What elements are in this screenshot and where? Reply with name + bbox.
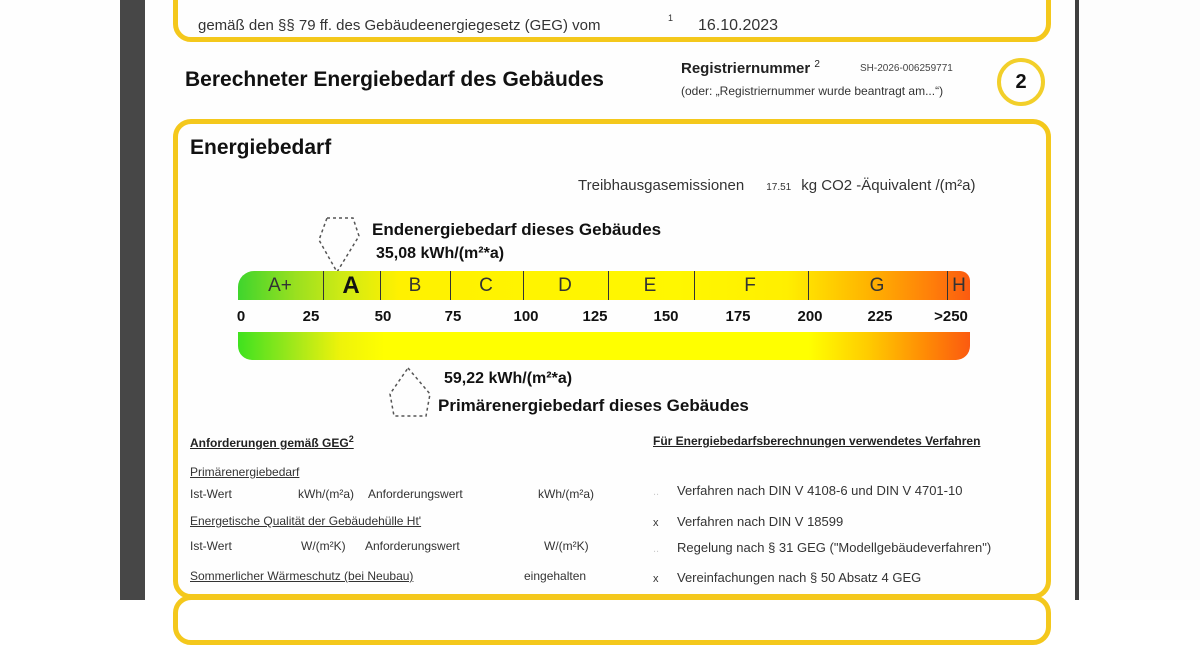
document-page (145, 0, 1075, 600)
registration-number: SH-2026-006259771 (860, 63, 953, 74)
class-a: A (342, 272, 360, 299)
procedure-item: .. Verfahren nach DIN V 4108-6 und DIN V 4701-10 (653, 483, 963, 498)
checkbox-checked: x (653, 517, 659, 529)
registration-label: Registriernummer $^2$ (681, 59, 820, 77)
primary-energy-scale (238, 332, 970, 360)
section-title: Berechneter Energiebedarf des Gebäudes (185, 68, 604, 91)
primary-ist-unit: kWh/(m²a) (298, 487, 354, 501)
registration-note: (oder: „Registriernummer wurde beantragt am...“) (681, 84, 944, 98)
viewer-gutter (120, 0, 145, 600)
summer-protection-value: eingehalten (524, 569, 587, 583)
checkbox-checked: x (653, 573, 659, 585)
envelope-req-label: Anforderungswert (365, 539, 460, 553)
header-box (173, 0, 1051, 42)
class-g: G (869, 275, 885, 296)
scale-ticks: 0 25 50 75 100 125 150 175 200 225 >250 (236, 308, 968, 325)
envelope-ist-label: Ist-Wert (190, 539, 232, 553)
left-margin (0, 0, 120, 600)
end-energy-value: 35,08 kWh/(m²*a) (376, 245, 505, 262)
primary-demand-heading: Primärenergiebedarf (190, 465, 300, 479)
checkbox-unchecked: .. (653, 543, 660, 555)
primary-energy-marker-icon (386, 364, 434, 422)
envelope-req-unit: W/(m²K) (544, 539, 589, 553)
procedure-item: x Verfahren nach DIN V 18599 (653, 514, 844, 529)
envelope-ist-unit: W/(m²K) (301, 539, 346, 553)
legal-basis-text: gemäß den §§ 79 ff. des Gebäudeenergiegesetz (GEG) vom (198, 17, 601, 34)
class-d: D (558, 275, 572, 296)
efficiency-class-scale (238, 271, 970, 300)
primary-req-unit: kWh/(m²a) (538, 487, 594, 501)
checkbox-unchecked: .. (653, 486, 660, 498)
energy-demand-box (173, 119, 1051, 599)
class-a-plus: A+ (268, 275, 292, 296)
procedure-heading: Für Energiebedarfsberechnungen verwendetes Verfahren (653, 434, 981, 448)
footnote-marker: 1 (668, 13, 674, 23)
right-margin (1079, 0, 1200, 600)
energy-demand-title: Energiebedarf (190, 136, 332, 159)
summer-protection-heading: Sommerlicher Wärmeschutz (bei Neubau) (190, 569, 414, 583)
class-f: F (744, 275, 756, 296)
class-e: E (643, 275, 657, 296)
envelope-heading: Energetische Qualität der Gebäudehülle Ht' (190, 514, 422, 528)
primary-req-label: Anforderungswert (368, 487, 463, 501)
ghg-label: Treibhausgasemissionen (578, 177, 745, 194)
primary-ist-label: Ist-Wert (190, 487, 232, 501)
issue-date: 16.10.2023 (698, 17, 779, 34)
procedure-item: x Vereinfachungen nach § 50 Absatz 4 GEG (653, 570, 922, 585)
procedure-item: .. Regelung nach § 31 GEG ("Modellgebäudeverfahren") (653, 540, 992, 555)
next-section-box (173, 595, 1051, 645)
class-h: H (952, 275, 966, 296)
primary-energy-label: Primärenergiebedarf dieses Gebäudes (438, 396, 749, 415)
class-b: B (408, 275, 422, 296)
class-c: C (479, 275, 493, 296)
end-energy-marker-icon (315, 214, 363, 276)
end-energy-label: Endenergiebedarf dieses Gebäudes (372, 220, 662, 239)
page-number-badge: 2 (997, 58, 1045, 106)
ghg-value: 17.51 (766, 182, 792, 193)
primary-energy-value: 59,22 kWh/(m²*a) (444, 370, 573, 387)
requirements-heading: Anforderungen gemäß GEG$^2$ (190, 434, 354, 450)
ghg-emissions (578, 177, 975, 194)
legal-basis-line (198, 13, 779, 34)
ghg-unit: kg CO2 -Äquivalent /(m²a) (801, 177, 976, 194)
